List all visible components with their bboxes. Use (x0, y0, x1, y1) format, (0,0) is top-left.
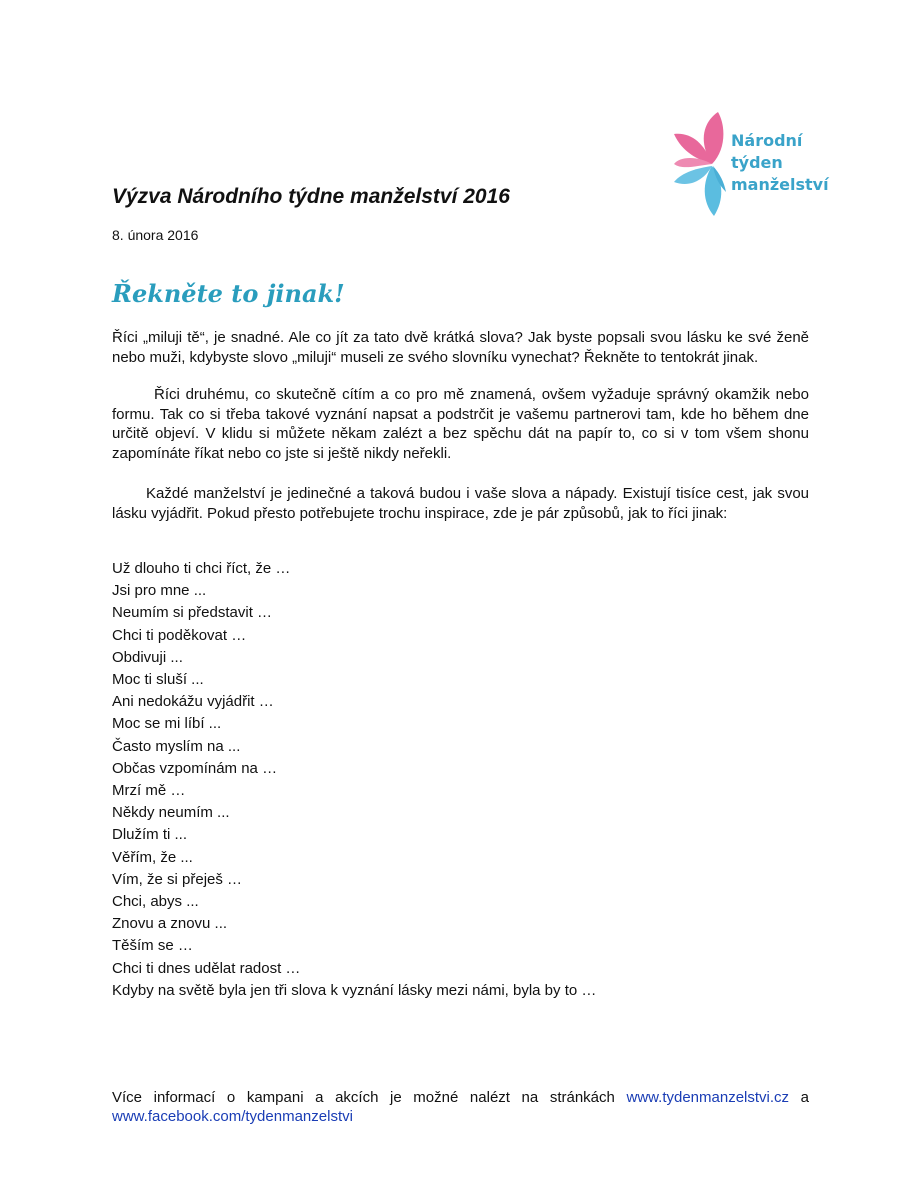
footer-text: Více informací o kampani a akcích je možné nalézt na stránkách (112, 1089, 615, 1106)
body-paragraph: Říci druhému, co skutečně cítím a co pro mě znamená, ovšem vyžaduje správný okamžik nebo formu. Tak co si třeba takové vyznání napsat a podstrčit je vašemu partnerovi tam, kde ho během dne určitě objeví. V klidu si můžete někam zalézt a bez spěchu dát na papír to, co si v tom všem shonu zapomínáte říkat nebo co jste si ještě nikdy neřekli. (112, 386, 809, 462)
phrase-item: Mrzí mě … (112, 782, 186, 800)
logo-line: Národní (731, 131, 803, 150)
phrase-item: Už dlouho ti chci říct, že … (112, 560, 291, 577)
phrase-item: Jsi pro mne ... (112, 582, 207, 600)
document-title: Výzva Národního týdne manželství 2016 (112, 185, 510, 208)
phrase-list (112, 558, 596, 1002)
phrase-item: Obdivuji ... (112, 648, 183, 666)
phrase-item: Kdyby na světě byla jen tři slova k vyznání lásky mezi námi, byla by to … (112, 981, 597, 999)
phrase-item: Dlužím ti ... (112, 826, 188, 844)
phrase-item: Těším se … (112, 937, 193, 955)
document-date: 8. února 2016 (112, 227, 199, 243)
website-link[interactable]: www.tydenmanzelstvi.cz (626, 1089, 790, 1106)
logo-line: týden (731, 153, 783, 172)
logo-line: manželství (731, 175, 829, 194)
footer-info (112, 1088, 809, 1126)
heart-petals-icon (668, 112, 730, 216)
phrase-item: Znovu a znovu ... (112, 915, 228, 933)
section-heading: Řekněte to jinak! (112, 279, 345, 308)
footer-connector: a (800, 1089, 809, 1106)
national-marriage-week-logo (668, 112, 843, 216)
phrase-item: Vím, že si přeješ … (112, 870, 243, 888)
phrase-item: Moc se mi líbí ... (112, 715, 222, 733)
phrase-item: Chci ti poděkovat … (112, 626, 247, 644)
phrase-item: Ani nedokážu vyjádřit … (112, 693, 274, 711)
phrase-item: Chci ti dnes udělat radost … (112, 959, 301, 977)
phrase-item: Moc ti sluší ... (112, 671, 204, 689)
logo-text (731, 130, 829, 196)
phrase-item: Neumím si představit … (112, 604, 273, 622)
inspiration-paragraph: Každé manželství je jedinečné a taková budou i vaše slova a nápady. Existují tisíce cest, jak svou lásku vyjádřit. Pokud přesto potřebujete trochu inspirace, zde je pár způsobů, jak to říci jinak: (112, 485, 809, 522)
phrase-item: Věřím, že ... (112, 848, 193, 866)
phrase-item: Někdy neumím ... (112, 804, 230, 822)
phrase-item: Často myslím na ... (112, 737, 241, 755)
facebook-link[interactable]: www.facebook.com/tydenmanzelstvi (112, 1108, 353, 1125)
phrase-item: Chci, abys ... (112, 893, 199, 911)
intro-paragraph: Říci „miluji tě“, je snadné. Ale co jít za tato dvě krátká slova? Jak byste popsali svou lásku ke své ženě nebo muži, kdybyste slovo „miluji“ museli ze svého slovníku vynechat? Řekněte to tentokrát jinak. (112, 329, 809, 366)
phrase-item: Občas vzpomínám na … (112, 759, 278, 777)
